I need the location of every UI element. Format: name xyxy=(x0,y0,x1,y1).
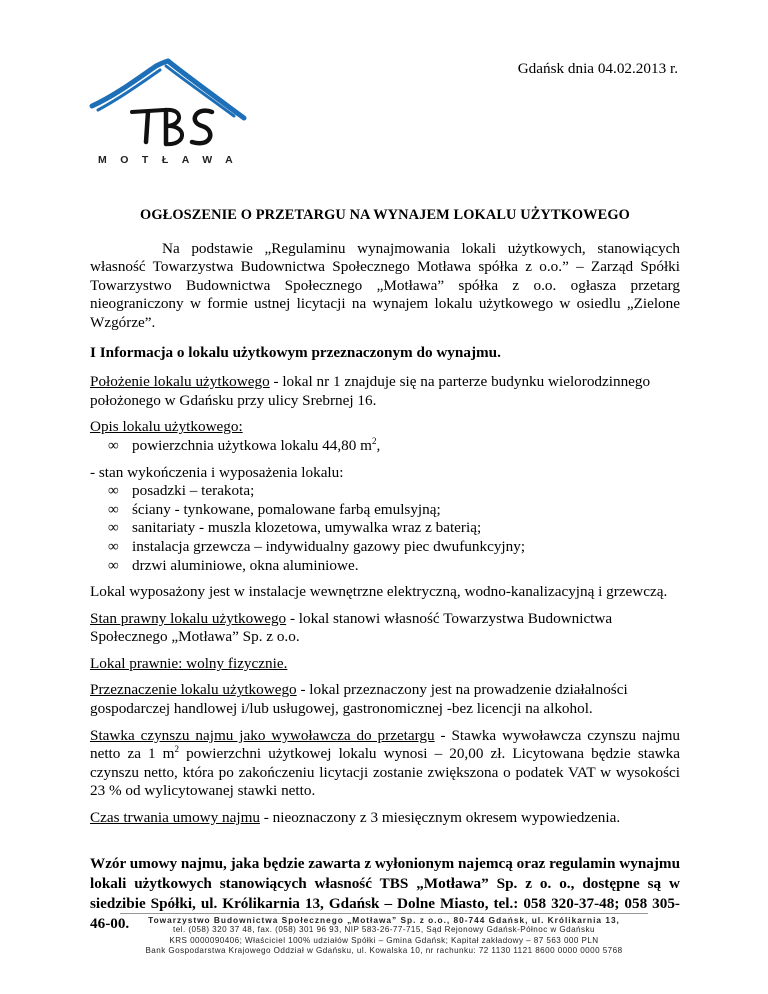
footer-line-3: KRS 0000090406; Właściciel 100% udziałów Spółki – Gmina Gdańsk; Kapitał zakładowy – 87 563 000 PLN xyxy=(169,935,599,945)
list-item xyxy=(90,538,680,557)
finish-item-text: sanitariaty - muszla klozetowa, umywalka wraz z baterią; xyxy=(132,519,482,537)
list-item xyxy=(90,557,680,576)
purpose-label: Przeznaczenie lokalu użytkowego xyxy=(90,681,297,699)
announcement-body xyxy=(90,206,680,949)
location-label: Położenie lokalu użytkowego xyxy=(90,373,270,391)
bullet-infinity-icon: ∞ xyxy=(108,436,119,454)
vacancy-paragraph xyxy=(90,655,680,674)
purpose-text: - lokal przeznaczony jest na prowadzenie działalności gospodarczej handlowej i/lub usługowej, gastronomicznej -bez licencji na alkohol. xyxy=(90,681,628,718)
section-heading: I Informacja o lokalu użytkowym przeznaczonym do wynajmu. xyxy=(90,343,501,361)
finish-list xyxy=(90,482,680,575)
finish-block xyxy=(90,464,680,576)
finish-item-text: instalacja grzewcza – indywidualny gazowy piec dwufunkcyjny; xyxy=(132,537,526,555)
legal-status-text: - lokal stanowi własność Towarzystwa Budownictwa Społecznego „Motława” Sp. z o.o. xyxy=(90,609,613,646)
vacancy-text: Lokal prawnie: wolny fizycznie. xyxy=(90,654,288,672)
list-item xyxy=(90,482,680,501)
footer-line-4: Bank Gospodarstwa Krajowego Oddział w Gdańsku, ul. Kowalska 10, nr rachunku: 72 1130 1121 8600 0000 0000 5768 xyxy=(145,946,623,956)
description-list xyxy=(90,437,680,456)
lease-term-label: Czas trwania umowy najmu xyxy=(90,809,260,827)
rent-rate-label: Stawka czynszu najmu jako wywoławcza do przetargu xyxy=(90,726,435,744)
bullet-infinity-icon: ∞ xyxy=(108,500,119,518)
rent-rate-superscript: 2 xyxy=(174,744,179,755)
rent-rate-paragraph xyxy=(90,727,680,801)
finish-item-text: posadzki – terakota; xyxy=(132,482,255,500)
description-label: Opis lokalu użytkowego: xyxy=(90,418,243,436)
tbs-motlawa-logo xyxy=(84,52,254,168)
bullet-infinity-icon: ∞ xyxy=(108,482,119,500)
bullet-infinity-icon: ∞ xyxy=(108,519,119,537)
list-item xyxy=(90,437,680,456)
lease-term-text: - nieoznaczony z 3 miesięcznym okresem wypowiedzenia. xyxy=(259,809,621,827)
logo-wordmark: MOTŁAWA xyxy=(98,154,247,166)
finish-item-text: ściany - tynkowane, pomalowane farbą emulsyjną; xyxy=(132,500,441,518)
legal-status-label: Stan prawny lokalu użytkowego xyxy=(90,609,287,627)
closing-paragraph: Wzór umowy najmu, jaka będzie zawarta z wyłonionym najemcą oraz regulamin wynajmu lokali użytkowych stanowiących własność TBS „Motława” Sp. z o. o., dostępne są w siedzibie Spółki, ul. Królikarnia 13, Gdańsk – Dolne Miasto, tel.: 058 320-37-48; 058 305-46-00. xyxy=(90,854,681,932)
intro-paragraph: Na podstawie „Regulaminu wynajmowania lokali użytkowych, stanowiących własność Towarzystwa Budownictwa Społecznego Motława spółka z o.o.” – Zarząd Spółki Towarzystwo Budownictwa Społecznego „Motława” spółka z o.o. ogłasza przetarg nieograniczony w formie ustnej licytacji na wynajem lokalu użytkowego w osiedlu „Zielone Wzgórze”. xyxy=(90,239,680,331)
document-date: Gdańsk dnia 04.02.2013 r. xyxy=(517,60,678,77)
legal-status-paragraph xyxy=(90,610,680,647)
list-item xyxy=(90,519,680,538)
location-paragraph xyxy=(90,373,680,410)
area-text: powierzchnia użytkowa lokalu 44,80 m xyxy=(132,436,372,454)
footer-divider xyxy=(120,913,648,914)
rent-rate-text-b: powierzchni użytkowej lokalu wynosi – 20,00 zł. Licytowana będzie stawka czynszu netto, która po zakończeniu licytacji zostanie zwiększona o podatek VAT w wysokości 23 % od wylicytowanej stawki netto. xyxy=(90,745,680,800)
finish-item-text: drzwi aluminiowe, okna aluminiowe. xyxy=(132,556,359,574)
announcement-title: OGŁOSZENIE O PRZETARGU NA WYNAJEM LOKALU UŻYTKOWEGO xyxy=(140,207,630,223)
bullet-infinity-icon: ∞ xyxy=(108,556,119,574)
rent-rate-text-a: - Stawka wywoławcza czynszu najmu netto za 1 m xyxy=(90,726,681,763)
area-superscript: 2 xyxy=(371,435,377,446)
footer-line-1: Towarzystwo Budownictwa Społecznego „Motława” Sp. z o.o., 80-744 Gdańsk, ul. Królikarnia 13, xyxy=(148,915,620,925)
location-text: - lokal nr 1 znajduje się na parterze budynku wielorodzinnego położonego w Gdańsku przy ulicy Srebrnej 16. xyxy=(90,373,651,409)
bullet-infinity-icon: ∞ xyxy=(108,537,119,555)
footer-line-2: tel. (058) 320 37 48, fax. (058) 301 96 93, NIP 583-26-77-715, Sąd Rejonowy Gdańsk-Północ w Gdańsku xyxy=(173,925,595,935)
installations-paragraph: Lokal wyposażony jest w instalacje wewnętrzne elektryczną, wodno-kanalizacyjną i grzewczą. xyxy=(90,583,668,601)
finish-label: - stan wykończenia i wyposażenia lokalu: xyxy=(90,463,344,481)
company-footer xyxy=(60,915,708,957)
description-block xyxy=(90,418,680,455)
lease-term-paragraph xyxy=(90,809,680,828)
purpose-paragraph xyxy=(90,681,680,718)
list-item xyxy=(90,501,680,520)
area-suffix: , xyxy=(376,436,381,454)
